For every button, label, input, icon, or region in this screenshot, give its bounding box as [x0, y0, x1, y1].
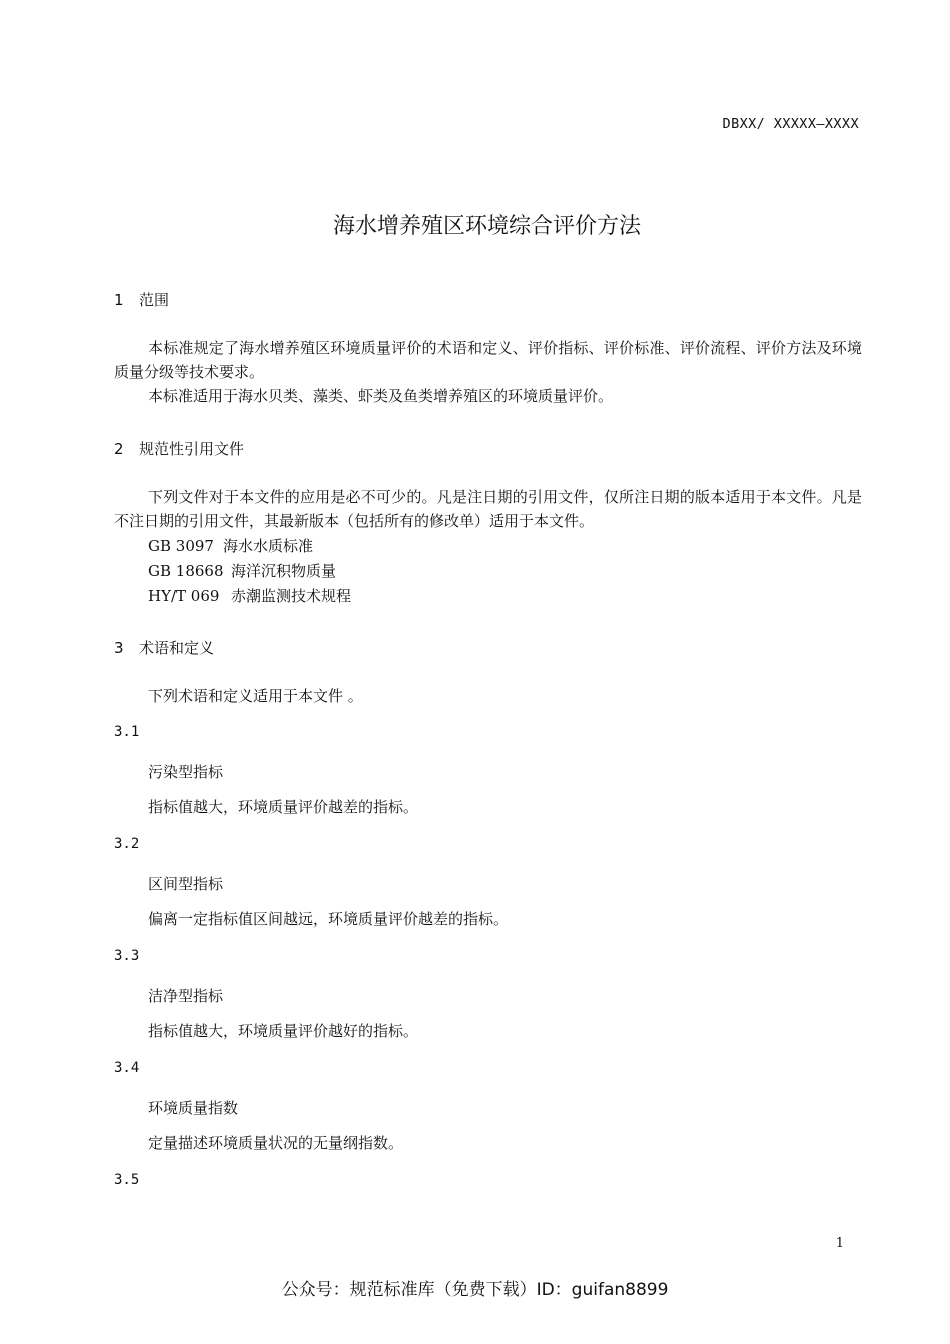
paragraph: 下列文件对于本文件的应用是必不可少的。凡是注日期的引用文件，仅所注日期的版本适用于本文件。凡是不注日期的引用文件，其最新版本（包括所有的修改单）适用于本文件。 — [114, 488, 862, 530]
reference-item — [148, 559, 336, 583]
document-title: 海水增养殖区环境综合评价方法 — [332, 214, 641, 239]
reference-item — [148, 534, 313, 558]
section-title: 术语和定义 — [139, 639, 215, 657]
footer-watermark-text: 公众号：规范标准库（免费下载）ID：guifan8899 — [281, 1280, 669, 1300]
section-number: 1 — [114, 291, 124, 309]
document-number: DBXX/ XXXXX—XXXX — [722, 116, 859, 132]
reference-name: 海洋沉积物质量 — [231, 562, 337, 580]
term-number: 3.5 — [114, 1172, 140, 1188]
section-heading-terms-and-definitions — [114, 637, 214, 658]
term-definition: 指标值越大，环境质量评价越好的指标。 — [148, 1022, 419, 1040]
paragraph: 下列术语和定义适用于本文件 。 — [148, 687, 363, 705]
reference-name: 赤潮监测技术规程 — [231, 587, 352, 605]
section-title: 范围 — [139, 291, 170, 309]
term-definition: 偏离一定指标值区间越远，环境质量评价越差的指标。 — [148, 910, 509, 928]
term-number: 3.1 — [114, 724, 140, 740]
reference-code: GB 3097 — [148, 537, 214, 555]
page-number: 1 — [835, 1236, 844, 1251]
term-definition: 定量描述环境质量状况的无量纲指数。 — [148, 1134, 404, 1152]
term-name: 区间型指标 — [148, 875, 224, 893]
section-number: 3 — [114, 639, 124, 657]
section-heading-normative-references — [114, 438, 244, 459]
section-number: 2 — [114, 440, 124, 458]
term-name: 环境质量指数 — [148, 1099, 239, 1117]
paragraph: 本标准适用于海水贝类、藻类、虾类及鱼类增养殖区的环境质量评价。 — [148, 387, 614, 405]
term-name: 污染型指标 — [148, 763, 224, 781]
section-title: 规范性引用文件 — [139, 440, 245, 458]
term-number: 3.4 — [114, 1060, 140, 1076]
reference-code: HY/T 069 — [148, 587, 220, 605]
term-number: 3.2 — [114, 836, 140, 852]
section-heading-scope — [114, 289, 169, 310]
reference-name: 海水水质标准 — [223, 537, 314, 555]
term-definition: 指标值越大，环境质量评价越差的指标。 — [148, 798, 419, 816]
term-name: 洁净型指标 — [148, 987, 224, 1005]
reference-code: GB 18668 — [148, 562, 224, 580]
term-number: 3.3 — [114, 948, 140, 964]
reference-item — [148, 584, 351, 608]
paragraph: 本标准规定了海水增养殖区环境质量评价的术语和定义、评价指标、评价标准、评价流程、评价方法及环境质量分级等技术要求。 — [114, 339, 862, 381]
